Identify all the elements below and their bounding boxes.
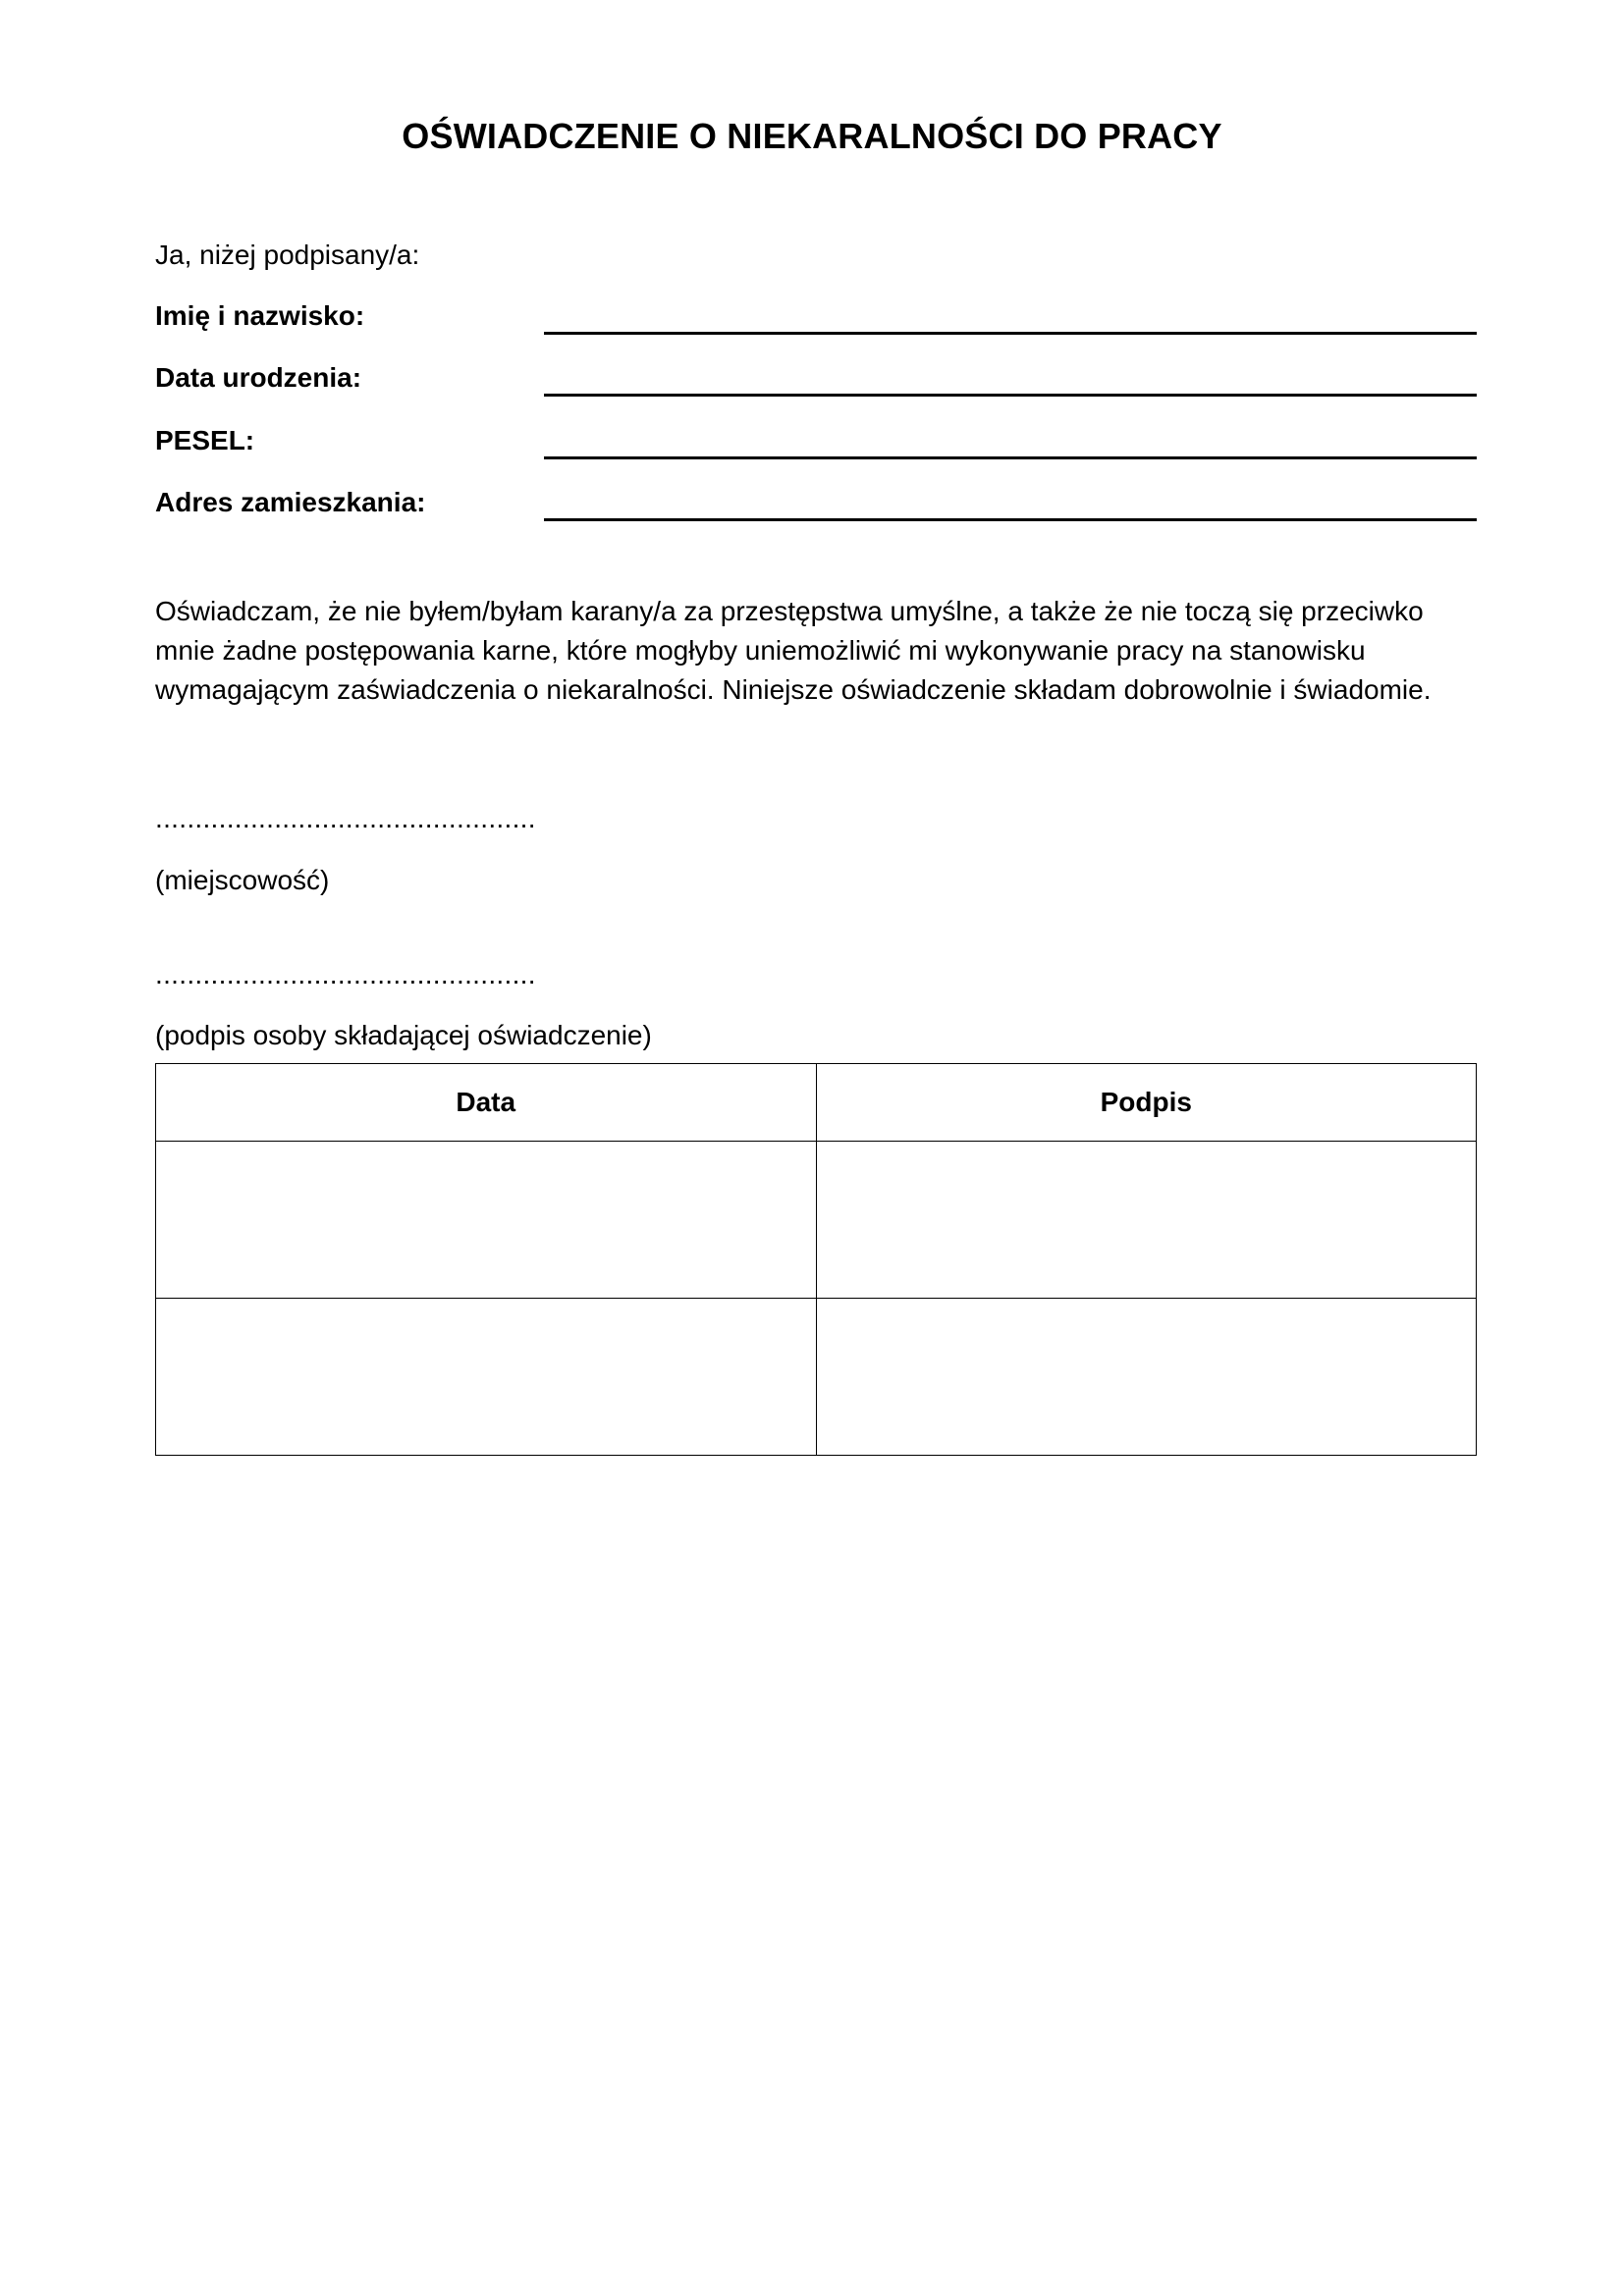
full-name-line[interactable] bbox=[544, 332, 1477, 335]
statement-line: Oświadczam, że nie byłem/byłam karany/a za przestępstwa umyślne, a także że nie toczą się przeciwko bbox=[155, 596, 1424, 626]
field-label-address: Adres zamieszkania: bbox=[155, 487, 426, 517]
signature-cell[interactable] bbox=[816, 1299, 1477, 1456]
signature-caption: (podpis osoby składającej oświadczenie) bbox=[155, 1020, 652, 1050]
birth-date-line[interactable] bbox=[544, 394, 1477, 397]
signature-cell[interactable] bbox=[816, 1142, 1477, 1299]
date-cell[interactable] bbox=[156, 1299, 817, 1456]
field-label-full-name: Imię i nazwisko: bbox=[155, 300, 365, 331]
date-signature-table bbox=[155, 1063, 1477, 1456]
field-label-birth-date: Data urodzenia: bbox=[155, 362, 362, 393]
pesel-line[interactable] bbox=[544, 456, 1477, 459]
table-row bbox=[156, 1299, 1477, 1456]
date-cell[interactable] bbox=[156, 1142, 817, 1299]
table-row bbox=[156, 1142, 1477, 1299]
statement-line: mnie żadne postępowania karne, które mogłyby uniemożliwić mi wykonywanie pracy na stanowisku bbox=[155, 635, 1366, 666]
intro-text: Ja, niżej podpisany/a: bbox=[155, 240, 420, 270]
table-header-row bbox=[156, 1064, 1477, 1142]
table-header-signature: Podpis bbox=[816, 1064, 1477, 1142]
table-header-date: Data bbox=[156, 1064, 817, 1142]
signature-dotted-line[interactable]: ................................................ bbox=[155, 959, 536, 989]
place-dotted-line[interactable]: ................................................ bbox=[155, 803, 536, 833]
place-caption: (miejscowość) bbox=[155, 865, 330, 895]
statement-paragraph bbox=[155, 592, 1481, 710]
field-label-pesel: PESEL: bbox=[155, 425, 255, 455]
statement-line: wymagającym zaświadczenia o niekaralności. Niniejsze oświadczenie składam dobrowolnie i świadomie. bbox=[155, 674, 1432, 705]
document-title: OŚWIADCZENIE O NIEKARALNOŚCI DO PRACY bbox=[402, 116, 1222, 156]
address-line[interactable] bbox=[544, 518, 1477, 521]
